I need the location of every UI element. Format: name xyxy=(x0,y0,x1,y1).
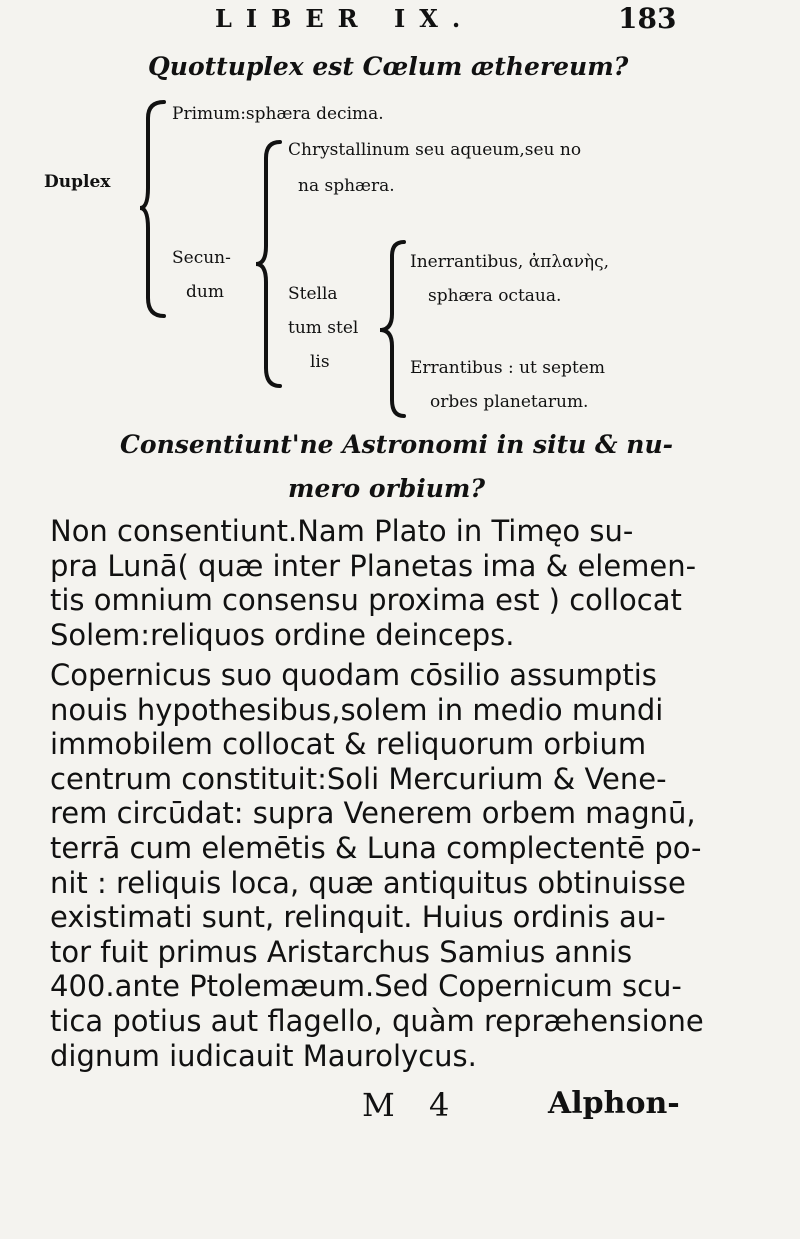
question-heading-2-line-2: mero orbium? xyxy=(288,474,486,503)
question-heading-2-line-1: Consentiunt'ne Astronomi in situ & nu- xyxy=(120,430,674,459)
text-line: nit : reliquis loca, quæ antiquitus obtinuisse xyxy=(50,865,686,900)
page-number: 183 xyxy=(618,2,677,35)
diagram-label-secundum-1: Secun- xyxy=(172,248,231,268)
text-line: pra Lunā( quæ inter Planetas ima & elemen- xyxy=(50,548,697,583)
diagram-label-errantibus-1: Errantibus : ut septem xyxy=(410,358,605,378)
brace-duplex xyxy=(138,98,168,320)
catchword: Alphon- xyxy=(548,1086,680,1121)
text-line: 400.ante Ptolemæum.Sed Copernicum scu- xyxy=(50,969,682,1004)
brace-stellatum xyxy=(378,238,408,420)
text-line: dignum iudicauit Maurolycus. xyxy=(50,1038,477,1073)
text-line: Non consentiunt.Nam Plato in Timęo su- xyxy=(50,514,634,548)
diagram-label-secundum-2: dum xyxy=(186,282,224,302)
diagram-label-duplex: Duplex xyxy=(44,172,111,192)
text-line: centrum constituit:Soli Mercurium & Vene- xyxy=(50,761,667,796)
text-line: tica potius aut flagello, quàm repræhensione xyxy=(50,1003,704,1038)
text-line: Solem:reliquos ordine deinceps. xyxy=(50,617,515,652)
paragraph-copernicus xyxy=(50,658,704,1073)
diagram-label-stellatum-3: lis xyxy=(310,352,330,372)
diagram-label-inerrantibus-2: sphæra octaua. xyxy=(428,286,562,306)
diagram-label-stellatum-1: Stella xyxy=(288,284,338,304)
signature-mark: M 4 xyxy=(362,1086,462,1124)
diagram-label-inerrantibus-1: Inerrantibus, ἀπλανὴς, xyxy=(410,252,610,272)
text-line: nouis hypothesibus,solem in medio mundi xyxy=(50,692,664,727)
text-line: tis omnium consensu proxima est ) collocat xyxy=(50,583,682,618)
running-header: LIBER IX. xyxy=(215,4,475,33)
text-line: tor fuit primus Aristarchus Samius annis xyxy=(50,934,633,969)
brace-secundum xyxy=(254,138,284,390)
question-heading: Quottuplex est Cœlum æthereum? xyxy=(148,52,629,81)
text-line: immobilem collocat & reliquorum orbium xyxy=(50,727,647,762)
diagram-label-stellatum-2: tum stel xyxy=(288,318,359,338)
diagram-label-chrystallinum-1: Chrystallinum seu aqueum,seu no xyxy=(288,140,582,160)
diagram-label-chrystallinum-2: na sphæra. xyxy=(298,176,395,196)
text-line: Copernicus suo quodam cōsilio assumptis xyxy=(50,658,657,692)
diagram-label-errantibus-2: orbes planetarum. xyxy=(430,392,589,412)
text-line: existimati sunt, relinquit. Huius ordinis au- xyxy=(50,900,666,935)
text-line: rem circūdat: supra Venerem orbem magnū, xyxy=(50,796,696,831)
text-line: terrā cum elemētis & Luna complectentē po- xyxy=(50,830,702,865)
paragraph-plato xyxy=(50,514,697,652)
diagram-label-primum: Primum:sphæra decima. xyxy=(172,104,384,124)
